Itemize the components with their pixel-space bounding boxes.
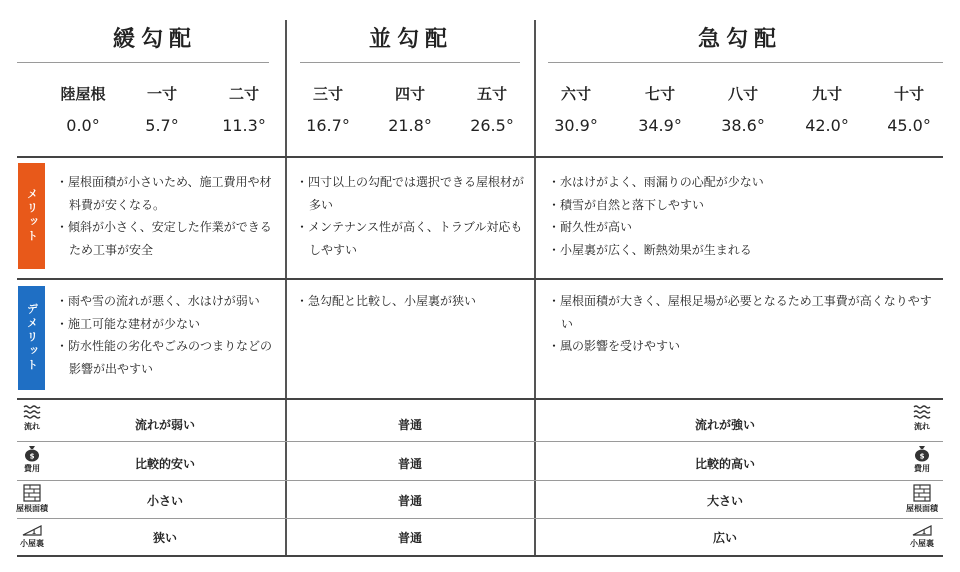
row-label-cost: 費用 <box>914 464 930 473</box>
list-item: ・ 水はけがよく、雨漏りの心配が少ない <box>548 171 938 194</box>
row-label-attic: 小屋裏 <box>20 539 44 548</box>
area-steep: 大さい <box>706 494 743 508</box>
merit-tab: メリット <box>18 163 45 269</box>
flow-steep: 流れが強い <box>694 418 755 432</box>
demerit-gentle-list <box>56 290 280 380</box>
cost-medium: 普通 <box>397 457 422 471</box>
flow-gentle: 流れが弱い <box>134 418 195 432</box>
row-divider-pitch <box>17 156 943 158</box>
list-item: ・ 耐久性が高い <box>548 216 938 239</box>
attic-medium: 普通 <box>397 531 422 545</box>
attic-gentle: 狭い <box>152 531 177 545</box>
list-item: ・ 風の影響を受けやすい <box>548 335 938 358</box>
attic-icon <box>902 523 942 549</box>
merit-medium-list <box>296 171 528 261</box>
svg-text:1: 1 <box>31 529 37 536</box>
demerit-steep-list <box>548 290 938 358</box>
row-divider-cost <box>17 480 943 481</box>
pitch-name: 二寸 <box>228 85 259 103</box>
roof-area-icon <box>896 484 948 514</box>
row-label-attic: 小屋裏 <box>910 539 934 548</box>
list-item: ・ 四寸以上の勾配では選択できる屋根材が多い <box>296 171 528 216</box>
table-bottom-border <box>17 555 943 557</box>
row-divider-demerit <box>17 398 943 400</box>
list-item: ・ 積雪が自然と落下しやすい <box>548 194 938 217</box>
pitch-degree: 45.0° <box>887 116 931 135</box>
money-bag-icon <box>12 444 52 474</box>
water-flow-icon <box>12 404 52 432</box>
list-item: ・ メンテナンス性が高く、トラブル対応もしやすい <box>296 216 528 261</box>
merit-gentle-list <box>56 171 280 261</box>
pitch-degree: 34.9° <box>638 116 682 135</box>
row-label-area: 屋根面積 <box>16 504 48 513</box>
pitch-degree: 0.0° <box>66 116 100 135</box>
header-steep-slope: 急勾配 <box>697 27 782 52</box>
svg-text:$: $ <box>29 452 35 461</box>
pitch-name: 八寸 <box>727 85 758 103</box>
svg-text:$: $ <box>919 452 925 461</box>
cost-gentle: 比較的安い <box>134 457 195 471</box>
demerit-medium-list <box>296 290 528 313</box>
pitch-degree: 26.5° <box>470 116 514 135</box>
row-divider-flow <box>17 441 943 442</box>
row-label-cost: 費用 <box>24 464 40 473</box>
pitch-name: 一寸 <box>146 85 177 103</box>
pitch-degree: 38.6° <box>721 116 765 135</box>
list-item: ・ 雨や雪の流れが悪く、水はけが弱い <box>56 290 280 313</box>
attic-steep: 広い <box>712 531 737 545</box>
pitch-degree: 5.7° <box>145 116 179 135</box>
pitch-name: 三寸 <box>312 85 343 103</box>
attic-icon <box>12 523 52 549</box>
header-underline-left <box>17 62 269 63</box>
row-divider-area <box>17 518 943 519</box>
pitch-degree: 30.9° <box>554 116 598 135</box>
area-gentle: 小さい <box>146 494 183 508</box>
cost-steep: 比較的高い <box>694 457 755 471</box>
money-bag-icon <box>902 444 942 474</box>
list-item: ・ 屋根面積が小さいため、施工費用や材料費が安くなる。 <box>56 171 280 216</box>
water-flow-icon <box>902 404 942 432</box>
divider-gentle-medium <box>285 20 287 557</box>
row-divider-merit <box>17 278 943 280</box>
header-gentle-slope: 緩勾配 <box>112 27 197 52</box>
pitch-name: 四寸 <box>394 85 425 103</box>
list-item: ・ 小屋裏が広く、断熱効果が生まれる <box>548 239 938 262</box>
demerit-tab: デメリット <box>18 286 45 390</box>
flow-medium: 普通 <box>397 418 422 432</box>
roof-area-icon <box>6 484 58 514</box>
list-item: ・ 防水性能の劣化やごみのつまりなどの影響が出やすい <box>56 335 280 380</box>
list-item: ・ 傾斜が小さく、安定した作業ができるため工事が安全 <box>56 216 280 261</box>
pitch-name: 七寸 <box>644 85 675 103</box>
pitch-name: 九寸 <box>811 85 842 103</box>
row-label-flow: 流れ <box>914 422 930 431</box>
pitch-degree: 42.0° <box>805 116 849 135</box>
pitch-degree: 16.7° <box>306 116 350 135</box>
row-label-flow: 流れ <box>24 422 40 431</box>
pitch-name: 五寸 <box>476 85 507 103</box>
list-item: ・ 急勾配と比較し、小屋裏が狭い <box>296 290 528 313</box>
pitch-name: 陸屋根 <box>60 85 106 103</box>
area-medium: 普通 <box>397 494 422 508</box>
list-item: ・ 施工可能な建材が少ない <box>56 313 280 336</box>
list-item: ・ 屋根面積が大きく、屋根足場が必要となるため工事費が高くなりやすい <box>548 290 938 335</box>
header-medium-slope: 並勾配 <box>368 27 453 52</box>
merit-steep-list <box>548 171 938 261</box>
pitch-name: 十寸 <box>893 85 924 103</box>
header-underline-mid <box>300 62 520 63</box>
pitch-name: 六寸 <box>560 85 591 103</box>
svg-text:1: 1 <box>921 529 927 536</box>
row-label-area: 屋根面積 <box>906 504 938 513</box>
header-underline-right <box>548 62 943 63</box>
pitch-degree: 21.8° <box>388 116 432 135</box>
pitch-degree: 11.3° <box>222 116 266 135</box>
